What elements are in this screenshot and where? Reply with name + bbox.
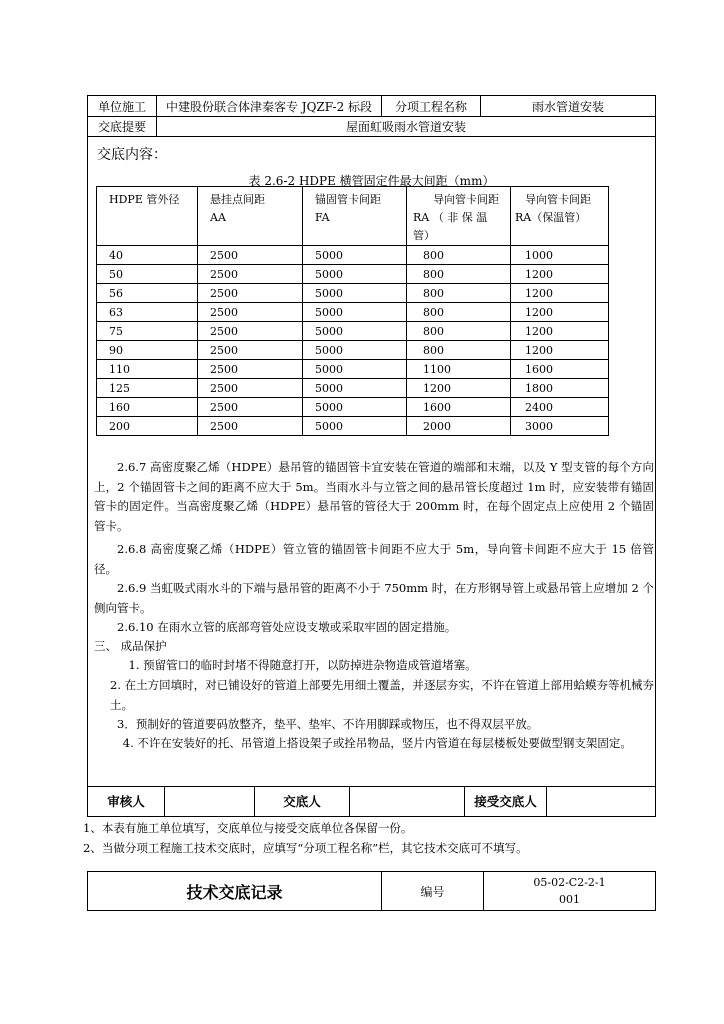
table-row: [97, 284, 609, 303]
protection-item-3: 3．预制好的管道要码放整齐，垫平、垫牢、不许用脚踩或物压，也不得双层平放。: [117, 717, 539, 731]
table-cell: 800: [407, 246, 511, 265]
header-row-1: [88, 96, 655, 117]
content-area: [88, 136, 655, 787]
table-cell: 5000: [303, 303, 407, 322]
reviewer-sign-field[interactable]: [165, 786, 255, 816]
table-row: [97, 379, 609, 398]
table-cell: 800: [407, 341, 511, 360]
table-cell: 5000: [303, 341, 407, 360]
table-row: [97, 398, 609, 417]
number-line-1: 05-02-C2-2-1: [533, 876, 606, 889]
table-cell: 2500: [198, 360, 303, 379]
table-row: [97, 341, 609, 360]
table-cell: 2500: [198, 265, 303, 284]
receiver-label: 接受交底人: [465, 786, 547, 816]
table-cell: 1800: [511, 379, 609, 398]
table-cell: 5000: [303, 398, 407, 417]
table-cell: 1000: [511, 246, 609, 265]
presenter-sign-field[interactable]: [350, 786, 465, 816]
project-label: 分项工程名称: [382, 96, 481, 116]
record-form: [87, 95, 656, 817]
note-1: 1、本表有施工单位填写，交底单位与接受交底单位各保留一份。: [83, 821, 413, 835]
table-cell: 2500: [198, 303, 303, 322]
spacing-table: [96, 186, 609, 436]
header-row-2: [88, 116, 655, 137]
unit-label: 单位施工: [88, 96, 157, 116]
table-caption: 表 2.6-2 HDPE 横管固定件最大间距（mm）: [248, 174, 495, 188]
table-cell: 5000: [303, 379, 407, 398]
table-cell: 1200: [407, 379, 511, 398]
table-row: [97, 322, 609, 341]
table-row: [97, 265, 609, 284]
table-cell: 5000: [303, 417, 407, 436]
table-cell: 90: [97, 341, 198, 360]
table-row: [97, 360, 609, 379]
table-row: [97, 303, 609, 322]
table-cell: 5000: [303, 265, 407, 284]
receiver-sign-field[interactable]: [547, 786, 655, 816]
table-cell: 1200: [511, 284, 609, 303]
table-cell: 125: [97, 379, 198, 398]
number-line-2: 001: [559, 893, 580, 906]
table-cell: 2000: [407, 417, 511, 436]
table-cell: 63: [97, 303, 198, 322]
project-value: 雨水管道安装: [531, 99, 604, 114]
th-hanger-spacing: 悬挂点间距 AA: [198, 187, 303, 246]
content-label: 交底内容：: [97, 147, 167, 163]
summary-label: 交底提要: [88, 116, 157, 136]
note-2: 2、当做分项工程施工技术交底时，应填写“分项工程名称”栏，其它技术交底可不填写。: [83, 841, 528, 855]
table-cell: 1200: [511, 341, 609, 360]
protection-item-2: 2. 在土方回填时，对已铺设好的管道上部要先用细土覆盖，并逐层夯实，不许在管道上部用蛤蟆夯等机械夯土。: [110, 678, 654, 712]
table-cell: 2400: [511, 398, 609, 417]
number-value: [484, 872, 655, 910]
table-cell: 1200: [511, 303, 609, 322]
paragraph-2-6-9: 2.6.9 当虹吸式雨水斗的下端与悬吊管的距离不小于 750mm 时，在方形钢导管上或悬吊管上应增加 2 个侧向管卡。: [94, 581, 654, 615]
paragraph-2-6-10: 2.6.10 在雨水立管的底部弯管处应设支墩或采取牢固的固定措施。: [117, 620, 457, 634]
reviewer-label: 审核人: [88, 786, 165, 816]
table-cell: 160: [97, 398, 198, 417]
table-cell: 110: [97, 360, 198, 379]
table-cell: 1600: [511, 360, 609, 379]
table-cell: 2500: [198, 246, 303, 265]
table-cell: 800: [407, 322, 511, 341]
table-row: [97, 417, 609, 436]
protection-item-1: 1. 预留管口的临时封堵不得随意打开，以防掉进杂物造成管道堵塞。: [128, 658, 477, 672]
paragraph-2-6-7: 2.6.7 高密度聚乙烯（HDPE）悬吊管的锚固管卡宜安装在管道的端部和末端，以及 Y 型支管的每个方向上，2 个锚固管卡之间的距离不应大于 5m。当雨水斗与立管之间的悬吊管长度超过 1m 时，应安装带有锚固管卡的固定件。当高密度聚乙烯（HDPE）悬吊管的管径大于 200mm 时，在每个固定点上应使用 2 个锚固管卡。: [94, 460, 654, 533]
table-cell: 2500: [198, 341, 303, 360]
th-outer-diameter: HDPE 管外径: [97, 187, 198, 246]
table-cell: 2500: [198, 417, 303, 436]
table-cell: 1100: [407, 360, 511, 379]
table-cell: 800: [407, 303, 511, 322]
th-guide-spacing-uninsulated: 导向管卡间距 RA （ 非 保 温 管）: [407, 187, 511, 246]
table-cell: 75: [97, 322, 198, 341]
table-cell: 2500: [198, 322, 303, 341]
signature-row: [88, 786, 655, 816]
table-row: [97, 246, 609, 265]
th-guide-spacing-insulated: 导向管卡间距 RA（保温管）: [511, 187, 609, 246]
table-cell: 5000: [303, 322, 407, 341]
table-body: [97, 246, 609, 436]
table-cell: 56: [97, 284, 198, 303]
table-cell: 3000: [511, 417, 609, 436]
table-cell: 50: [97, 265, 198, 284]
number-label: 编号: [382, 872, 484, 910]
table-cell: 1200: [511, 322, 609, 341]
table-cell: 40: [97, 246, 198, 265]
footer-box: [87, 871, 656, 911]
table-cell: 1200: [511, 265, 609, 284]
table-header-row: [97, 187, 609, 246]
table-cell: 800: [407, 284, 511, 303]
footer-title: 技术交底记录: [88, 872, 382, 910]
th-anchor-spacing: 锚固管卡间距 FA: [303, 187, 407, 246]
table-cell: 2500: [198, 379, 303, 398]
summary-value: 屋面虹吸雨水管道安装: [345, 119, 466, 134]
table-cell: 2500: [198, 284, 303, 303]
paragraph-2-6-8: 2.6.8 高密度聚乙烯（HDPE）管立管的锚固管卡间距不应大于 5m，导向管卡间距不应大于 15 倍管径。: [94, 542, 654, 576]
table-cell: 5000: [303, 284, 407, 303]
unit-value: 中建股份联合体津秦客专 JQZF-2 标段: [157, 96, 382, 116]
table-cell: 5000: [303, 246, 407, 265]
presenter-label: 交底人: [255, 786, 350, 816]
table-cell: 1600: [407, 398, 511, 417]
protection-item-4: 4. 不许在安装好的托、吊管道上搭设架子或拴吊物品，竖片内管道在每层楼板处要做型钢支架固定。: [122, 736, 632, 750]
table-cell: 200: [97, 417, 198, 436]
table-cell: 2500: [198, 398, 303, 417]
table-cell: 5000: [303, 360, 407, 379]
section-heading: 三、 成品保护: [94, 639, 167, 653]
table-cell: 800: [407, 265, 511, 284]
